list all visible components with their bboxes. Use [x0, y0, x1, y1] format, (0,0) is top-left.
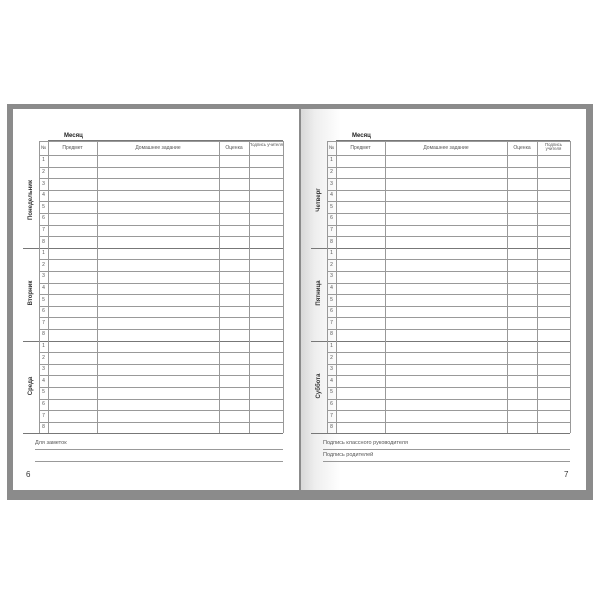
lesson-number: 1	[330, 342, 333, 349]
right-page	[301, 109, 586, 490]
row-line	[327, 283, 570, 284]
row-line	[327, 317, 570, 318]
lesson-number: 1	[42, 157, 45, 164]
day-separator	[311, 433, 570, 434]
lesson-number: 1	[42, 342, 45, 349]
lesson-number: 2	[42, 261, 45, 268]
lesson-number: 4	[330, 377, 333, 384]
lesson-number: 2	[330, 261, 333, 268]
lesson-number: 7	[330, 226, 333, 233]
column-line	[507, 141, 508, 433]
row-line	[327, 201, 570, 202]
row-line	[327, 364, 570, 365]
row-line	[327, 225, 570, 226]
row-line	[39, 364, 283, 365]
row-line	[39, 178, 283, 179]
column-line	[537, 141, 538, 433]
lesson-number: 3	[330, 366, 333, 373]
row-line	[39, 213, 283, 214]
left-page	[13, 109, 299, 490]
lesson-number: 4	[42, 377, 45, 384]
row-line	[39, 294, 283, 295]
row-line	[39, 167, 283, 168]
row-line	[39, 387, 283, 388]
day-label: Четверг	[316, 188, 322, 213]
row-line	[327, 410, 570, 411]
lesson-number: 7	[330, 412, 333, 419]
row-line	[327, 422, 570, 423]
row-line	[39, 190, 283, 191]
column-line	[570, 141, 571, 433]
row-line	[39, 399, 283, 400]
lesson-number: 4	[330, 284, 333, 291]
header-signature: Подпись учителя	[249, 142, 283, 147]
row-line	[327, 329, 570, 330]
header-grade: Оценка	[225, 145, 243, 151]
page-number: 7	[564, 470, 569, 479]
lesson-number: 3	[330, 180, 333, 187]
row-line	[39, 236, 283, 237]
footer-label: Подпись классного руководителя	[323, 440, 408, 447]
footer-line	[323, 449, 570, 450]
row-line	[39, 283, 283, 284]
column-line	[48, 141, 49, 433]
row-line	[39, 375, 283, 376]
header-homework: Домашнее задание	[423, 145, 469, 151]
header-grade: Оценка	[513, 145, 531, 151]
row-line	[327, 375, 570, 376]
header-top-line	[39, 141, 283, 142]
day-separator	[311, 341, 570, 342]
lesson-number: 6	[330, 215, 333, 222]
lesson-number: 2	[42, 354, 45, 361]
row-line	[327, 178, 570, 179]
row-line	[327, 352, 570, 353]
lesson-number: 7	[330, 319, 333, 326]
lesson-number: 3	[42, 273, 45, 280]
lesson-number: 8	[330, 424, 333, 431]
lesson-number: 1	[330, 157, 333, 164]
column-line	[97, 141, 98, 433]
diary-spread	[7, 104, 593, 500]
column-line	[327, 141, 328, 433]
lesson-number: 5	[42, 203, 45, 210]
lesson-number: 1	[42, 250, 45, 257]
lesson-number: 8	[330, 331, 333, 338]
row-line	[39, 422, 283, 423]
lesson-number: 8	[330, 238, 333, 245]
row-line	[39, 410, 283, 411]
lesson-number: 2	[330, 354, 333, 361]
header-top-line	[327, 141, 570, 142]
day-label: Суббота	[316, 373, 322, 399]
lesson-number: 1	[330, 250, 333, 257]
lesson-number: 8	[42, 424, 45, 431]
column-line	[283, 141, 284, 433]
row-line	[327, 399, 570, 400]
footer-line	[35, 449, 283, 450]
header-bottom-line	[327, 155, 570, 156]
row-line	[327, 306, 570, 307]
lesson-number: 5	[330, 389, 333, 396]
lesson-number: 7	[42, 319, 45, 326]
lesson-number: 6	[42, 215, 45, 222]
header-num: №	[40, 145, 47, 151]
footer-label: Подпись родителей	[323, 452, 374, 459]
row-line	[39, 225, 283, 226]
lesson-number: 5	[330, 296, 333, 303]
month-label: Месяц	[352, 133, 371, 139]
header-homework: Домашнее задание	[135, 145, 181, 151]
row-line	[327, 294, 570, 295]
lesson-number: 7	[42, 226, 45, 233]
lesson-number: 3	[330, 273, 333, 280]
day-separator	[23, 433, 283, 434]
column-line	[219, 141, 220, 433]
day-separator	[311, 248, 570, 249]
lesson-number: 8	[42, 331, 45, 338]
row-line	[39, 201, 283, 202]
row-line	[39, 329, 283, 330]
column-line	[249, 141, 250, 433]
header-bottom-line	[39, 155, 283, 156]
lesson-number: 3	[42, 366, 45, 373]
column-line	[336, 141, 337, 433]
footer-label: Для заметок	[35, 440, 67, 447]
row-line	[39, 352, 283, 353]
row-line	[327, 236, 570, 237]
lesson-number: 5	[330, 203, 333, 210]
row-line	[327, 387, 570, 388]
lesson-number: 4	[42, 284, 45, 291]
row-line	[39, 259, 283, 260]
row-line	[327, 167, 570, 168]
lesson-number: 2	[42, 168, 45, 175]
lesson-number: 6	[330, 308, 333, 315]
lesson-number: 3	[42, 180, 45, 187]
row-line	[327, 259, 570, 260]
header-num: №	[328, 145, 335, 151]
lesson-number: 7	[42, 412, 45, 419]
header-signature: Подпись учителя	[544, 142, 562, 152]
day-separator	[23, 341, 283, 342]
header-subject: Предмет	[350, 145, 371, 151]
lesson-number: 2	[330, 168, 333, 175]
lesson-number: 5	[42, 389, 45, 396]
header-subject: Предмет	[62, 145, 83, 151]
row-line	[39, 306, 283, 307]
lesson-number: 4	[42, 192, 45, 199]
lesson-number: 4	[330, 192, 333, 199]
day-separator	[23, 248, 283, 249]
row-line	[39, 271, 283, 272]
lesson-number: 8	[42, 238, 45, 245]
page-number: 6	[26, 470, 31, 479]
lesson-number: 6	[42, 308, 45, 315]
day-label: Понедельник	[28, 180, 34, 221]
lesson-number: 6	[330, 400, 333, 407]
lesson-number: 6	[42, 400, 45, 407]
row-line	[327, 213, 570, 214]
footer-line	[323, 461, 570, 462]
column-line	[39, 141, 40, 433]
row-line	[327, 190, 570, 191]
lesson-number: 5	[42, 296, 45, 303]
footer-line	[35, 461, 283, 462]
row-line	[39, 317, 283, 318]
day-label: Среда	[28, 376, 34, 396]
day-label: Пятница	[316, 280, 322, 306]
day-label: Вторник	[28, 280, 34, 306]
month-label: Месяц	[64, 133, 83, 139]
column-line	[385, 141, 386, 433]
row-line	[327, 271, 570, 272]
